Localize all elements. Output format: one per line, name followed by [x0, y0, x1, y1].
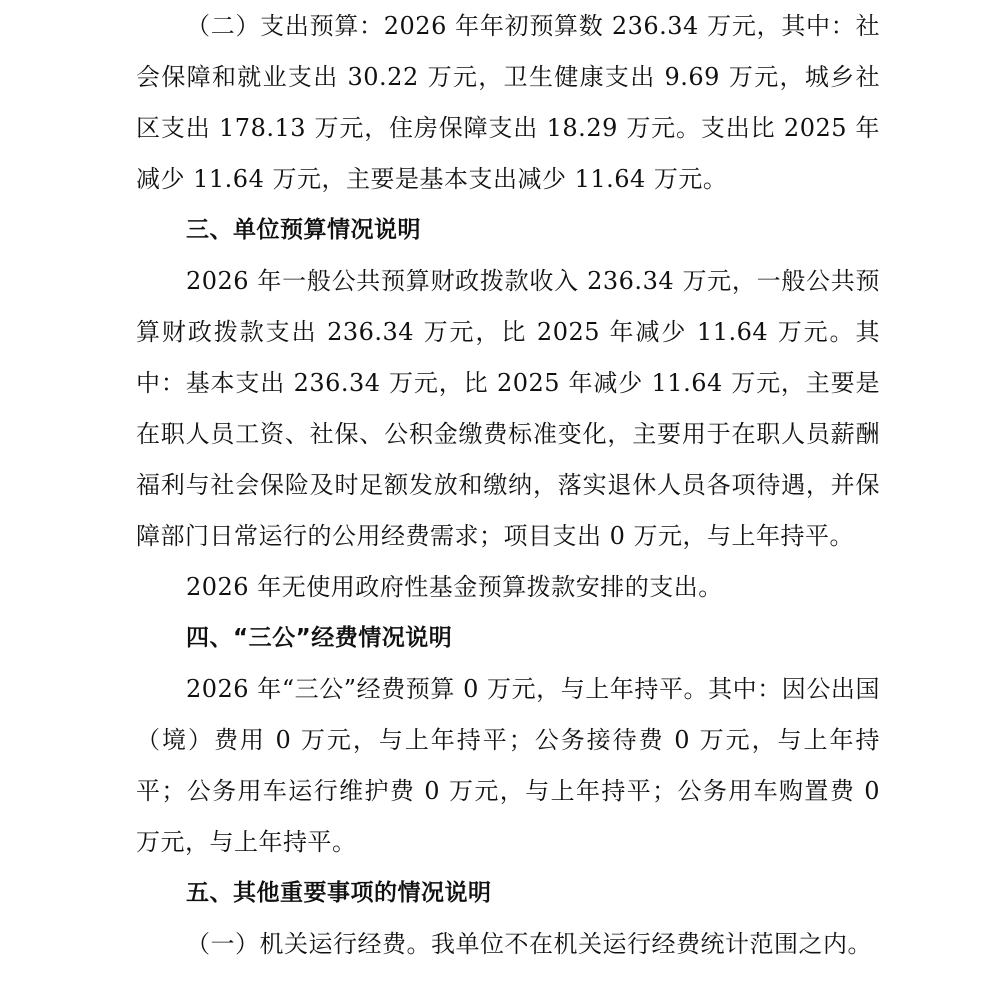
section-heading-three-public-expenses: 四、“三公”经费情况说明	[186, 625, 453, 651]
paragraph-government-fund-budget: 2026 年无使用政府性基金预算拨款安排的支出。	[186, 573, 723, 601]
paragraph-agency-operating-expenses: （一）机关运行经费。我单位不在机关运行经费统计范围之内。	[186, 930, 872, 958]
paragraph-three-public-expenses: 2026 年“三公”经费预算 0 万元，与上年持平。其中：因公出国（境）费用 0 万元，与上年持平；公务接待费 0 万元，与上年持平；公务用车运行维护费 0 万元，与上年持平；公务用车购置费 0 万元，与上年持平。	[136, 675, 880, 856]
section-heading-unit-budget: 三、单位预算情况说明	[186, 217, 421, 243]
paragraph-general-public-budget: 2026 年一般公共预算财政拨款收入 236.34 万元，一般公共预算财政拨款支出 236.34 万元，比 2025 年减少 11.64 万元。其中：基本支出 236.34 万元，比 2025 年减少 11.64 万元，主要是在职人员工资、社保、公积金缴费标准变化，主要用于在职人员薪酬福利与社会保险及时足额发放和缴纳，落实退休人员各项待遇，并保障部门日常运行的公用经费需求；项目支出 0 万元，与上年持平。	[136, 267, 880, 550]
paragraph-expenditure-budget: （二）支出预算：2026 年年初预算数 236.34 万元，其中：社会保障和就业支出 30.22 万元，卫生健康支出 9.69 万元，城乡社区支出 178.13 万元，住房保障支出 18.29 万元。支出比 2025 年减少 11.64 万元，主要是基本支出减少 11.64 万元。	[136, 12, 880, 193]
document-page	[136, 0, 880, 970]
section-heading-other-matters: 五、其他重要事项的情况说明	[186, 880, 492, 906]
